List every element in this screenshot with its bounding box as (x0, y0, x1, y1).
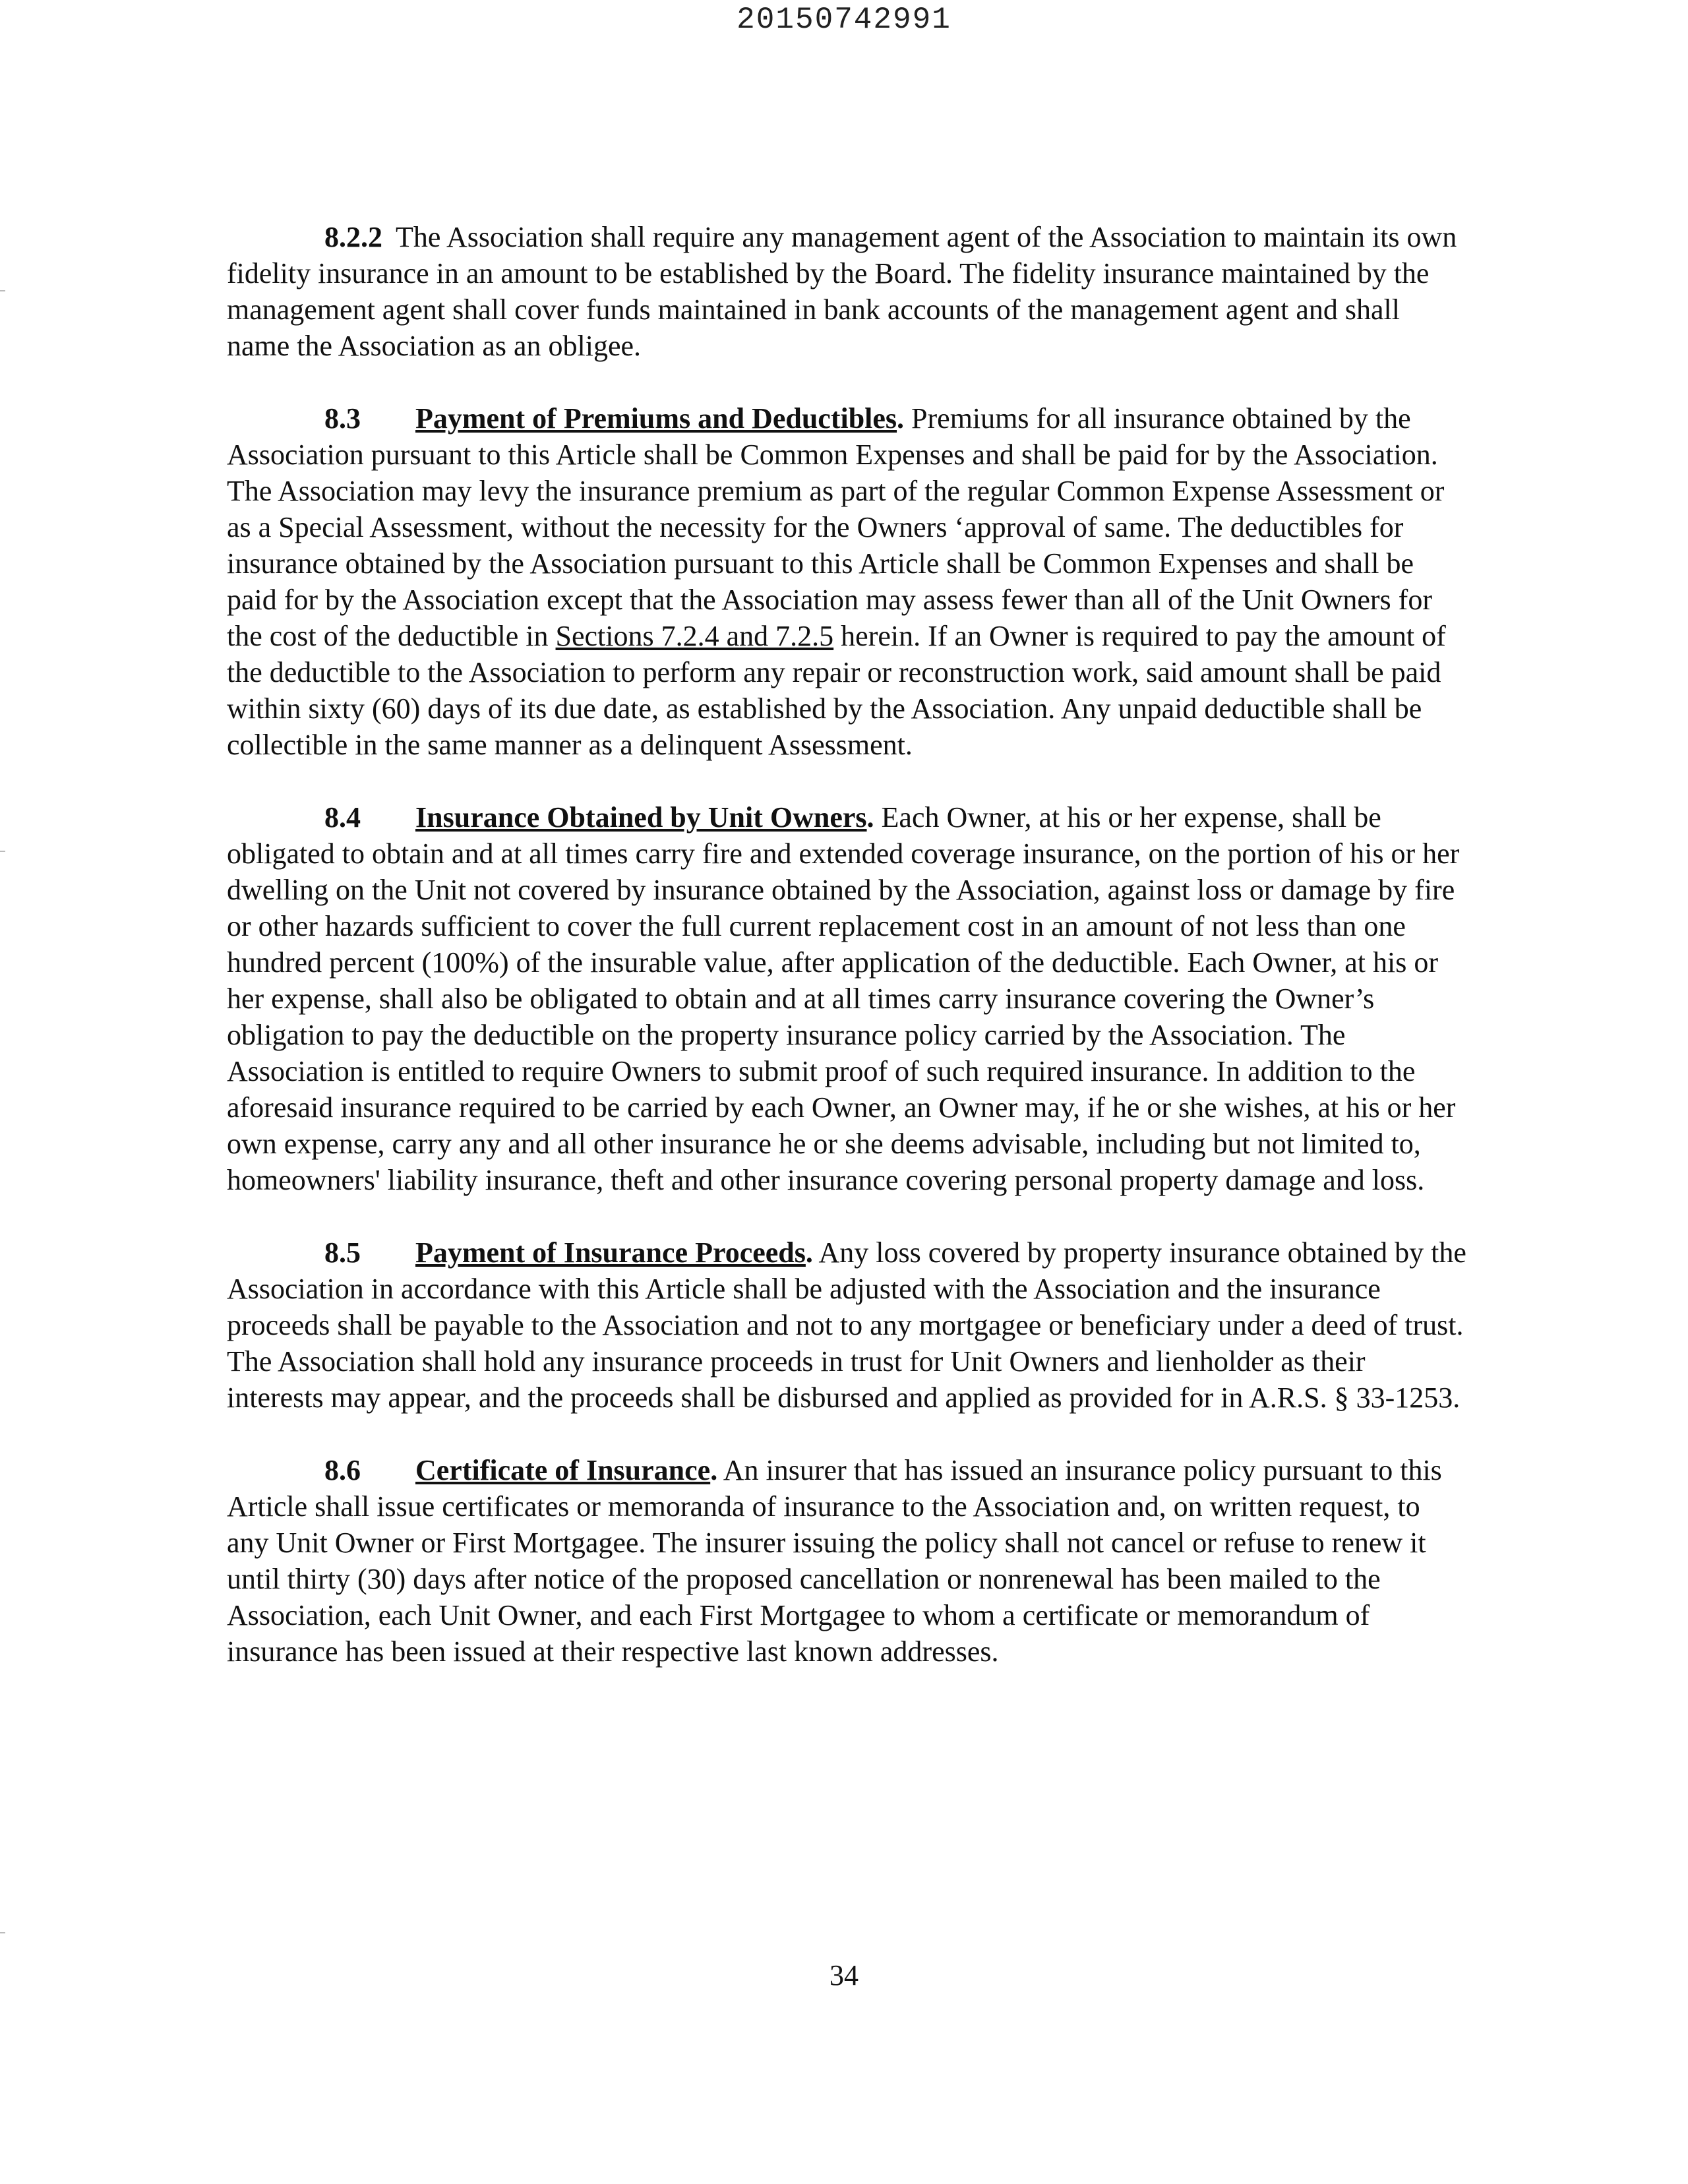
document-number: 20150742991 (737, 3, 951, 37)
section-8-6: 8.6 Certificate of Insurance. An insurer that has issued an insurance policy pursuant to this Article shall issue certificates or memoranda of insurance to the Association and, on written request, to any Unit Owner or First Mortgagee. The insurer issuing the policy shall not cancel or refuse to renew it until thirty (30) days after notice of the proposed cancellation or nonrenewal has been mailed to the Association, each Unit Owner, and each First Mortgagee to whom a certificate or memorandum of insurance has been issued at their respective last known addresses. (227, 1452, 1466, 1670)
section-8-2-2 (227, 219, 1466, 364)
section-heading: Certificate of Insurance (415, 1454, 711, 1486)
section-reference: Sections 7.2.4 and 7.2.5 (555, 620, 834, 652)
scan-edge-mark (0, 290, 5, 291)
section-body: The Association shall require any management agent of the Association to maintain its own fidelity insurance in an amount to be established by the Board. The fidelity insurance maintained by the management agent shall cover funds maintained in bank accounts of the management agent and shall name the Association as an obligee. (227, 221, 1457, 362)
section-8-4: 8.4 Insurance Obtained by Unit Owners. Each Owner, at his or her expense, shall be obligated to obtain and at all times carry fire and extended coverage insurance, on the portion of his or her dwelling on the Unit not covered by insurance obtained by the Association, against loss or damage by fire or other hazards sufficient to cover the full current replacement cost in an amount of not less than one hundred percent (100%) of the insurable value, after application of the deductible. Each Owner, at his or her expense, shall also be obligated to obtain and at all times carry insurance covering the Owner’s obligation to pay the deductible on the property insurance policy carried by the Association. The Association is entitled to require Owners to submit proof of such required insurance. In addition to the aforesaid insurance required to be carried by each Owner, an Owner may, if he or she wishes, at his or her own expense, carry any and all other insurance he or she deems advisable, including but not limited to, homeowners' liability insurance, theft and other insurance covering personal property damage and loss. (227, 799, 1466, 1198)
section-number: 8.3 (324, 402, 361, 435)
section-body-continued: herein. If an Owner is required to pay the amount of the deductible to the Association to perform any repair or reconstruction work, said amount shall be paid within sixty (60) days of its due date, as established by the Association. Any unpaid deductible shall be collectible in the same manner as a delinquent Assessment. (227, 620, 1446, 761)
section-body: Each Owner, at his or her expense, shall be obligated to obtain and at all times carry fire and extended coverage insurance, on the portion of his or her dwelling on the Unit not covered by insurance obtained by the Association, against loss or damage by fire or other hazards sufficient to cover the full current replacement cost in an amount of not less than one hundred percent (100%) of the insurable value, after application of the deductible. Each Owner, at his or her expense, shall also be obligated to obtain and at all times carry insurance covering the Owner’s obligation to pay the deductible on the property insurance policy carried by the Association. The Association is entitled to require Owners to submit proof of such required insurance. In addition to the aforesaid insurance required to be carried by each Owner, an Owner may, if he or she wishes, at his or her own expense, carry any and all other insurance he or she deems advisable, including but not limited to, homeowners' liability insurance, theft and other insurance covering personal property damage and loss. (227, 801, 1460, 1196)
section-heading: Insurance Obtained by Unit Owners (415, 801, 867, 834)
section-number: 8.5 (324, 1236, 361, 1269)
scan-edge-mark (0, 851, 5, 852)
section-number: 8.6 (324, 1454, 361, 1486)
section-8-5: 8.5 Payment of Insurance Proceeds. Any loss covered by property insurance obtained by the Association in accordance with this Article shall be adjusted with the Association and the insurance proceeds shall be payable to the Association and not to any mortgagee or beneficiary under a deed of trust. The Association shall hold any insurance proceeds in trust for Unit Owners and lienholder as their interests may appear, and the proceeds shall be disbursed and applied as provided for in A.R.S. § 33-1253. (227, 1234, 1466, 1416)
document-body (227, 219, 1466, 1706)
section-number: 8.4 (324, 801, 361, 834)
section-heading: Payment of Premiums and Deductibles (415, 402, 897, 435)
section-number: 8.2.2 (324, 221, 382, 253)
section-8-3: 8.3 Payment of Premiums and Deductibles. Premiums for all insurance obtained by the Association pursuant to this Article shall be Common Expenses and shall be paid for by the Association. The Association may levy the insurance premium as part of the regular Common Expense Assessment or as a Special Assessment, without the necessity for the Owners ‘approval of same. The deductibles for insurance obtained by the Association pursuant to this Article shall be Common Expenses and shall be paid for by the Association except that the Association may assess fewer than all of the Unit Owners for the cost of the deductible in Sections 7.2.4 and 7.2.5 herein. If an Owner is required to pay the amount of the deductible to the Association to perform any repair or reconstruction work, said amount shall be paid within sixty (60) days of its due date, as established by the Association. Any unpaid deductible shall be collectible in the same manner as a delinquent Assessment. (227, 400, 1466, 763)
section-heading: Payment of Insurance Proceeds (415, 1236, 806, 1269)
section-body: Premiums for all insurance obtained by the Association pursuant to this Article shall be Common Expenses and shall be paid for by the Association. The Association may levy the insurance premium as part of the regular Common Expense Assessment or as a Special Assessment, without the necessity for the Owners ‘approval of same. The deductibles for insurance obtained by the Association pursuant to this Article shall be Common Expenses and shall be paid for by the Association except that the Association may assess fewer than all of the Unit Owners for the cost of the deductible in (227, 402, 1445, 652)
section-body: Any loss covered by property insurance obtained by the Association in accordance with this Article shall be adjusted with the Association and the insurance proceeds shall be payable to the Association and not to any mortgagee or beneficiary under a deed of trust. The Association shall hold any insurance proceeds in trust for Unit Owners and lienholder as their interests may appear, and the proceeds shall be disbursed and applied as provided for in A.R.S. § 33-1253. (227, 1236, 1466, 1414)
page-number: 34 (829, 1959, 859, 1991)
scan-edge-mark (0, 1932, 5, 1933)
section-body: An insurer that has issued an insurance policy pursuant to this Article shall issue certificates or memoranda of insurance to the Association and, on written request, to any Unit Owner or First Mortgagee. The insurer issuing the policy shall not cancel or refuse to renew it until thirty (30) days after notice of the proposed cancellation or nonrenewal has been mailed to the Association, each Unit Owner, and each First Mortgagee to whom a certificate or memorandum of insurance has been issued at their respective last known addresses. (227, 1454, 1442, 1668)
